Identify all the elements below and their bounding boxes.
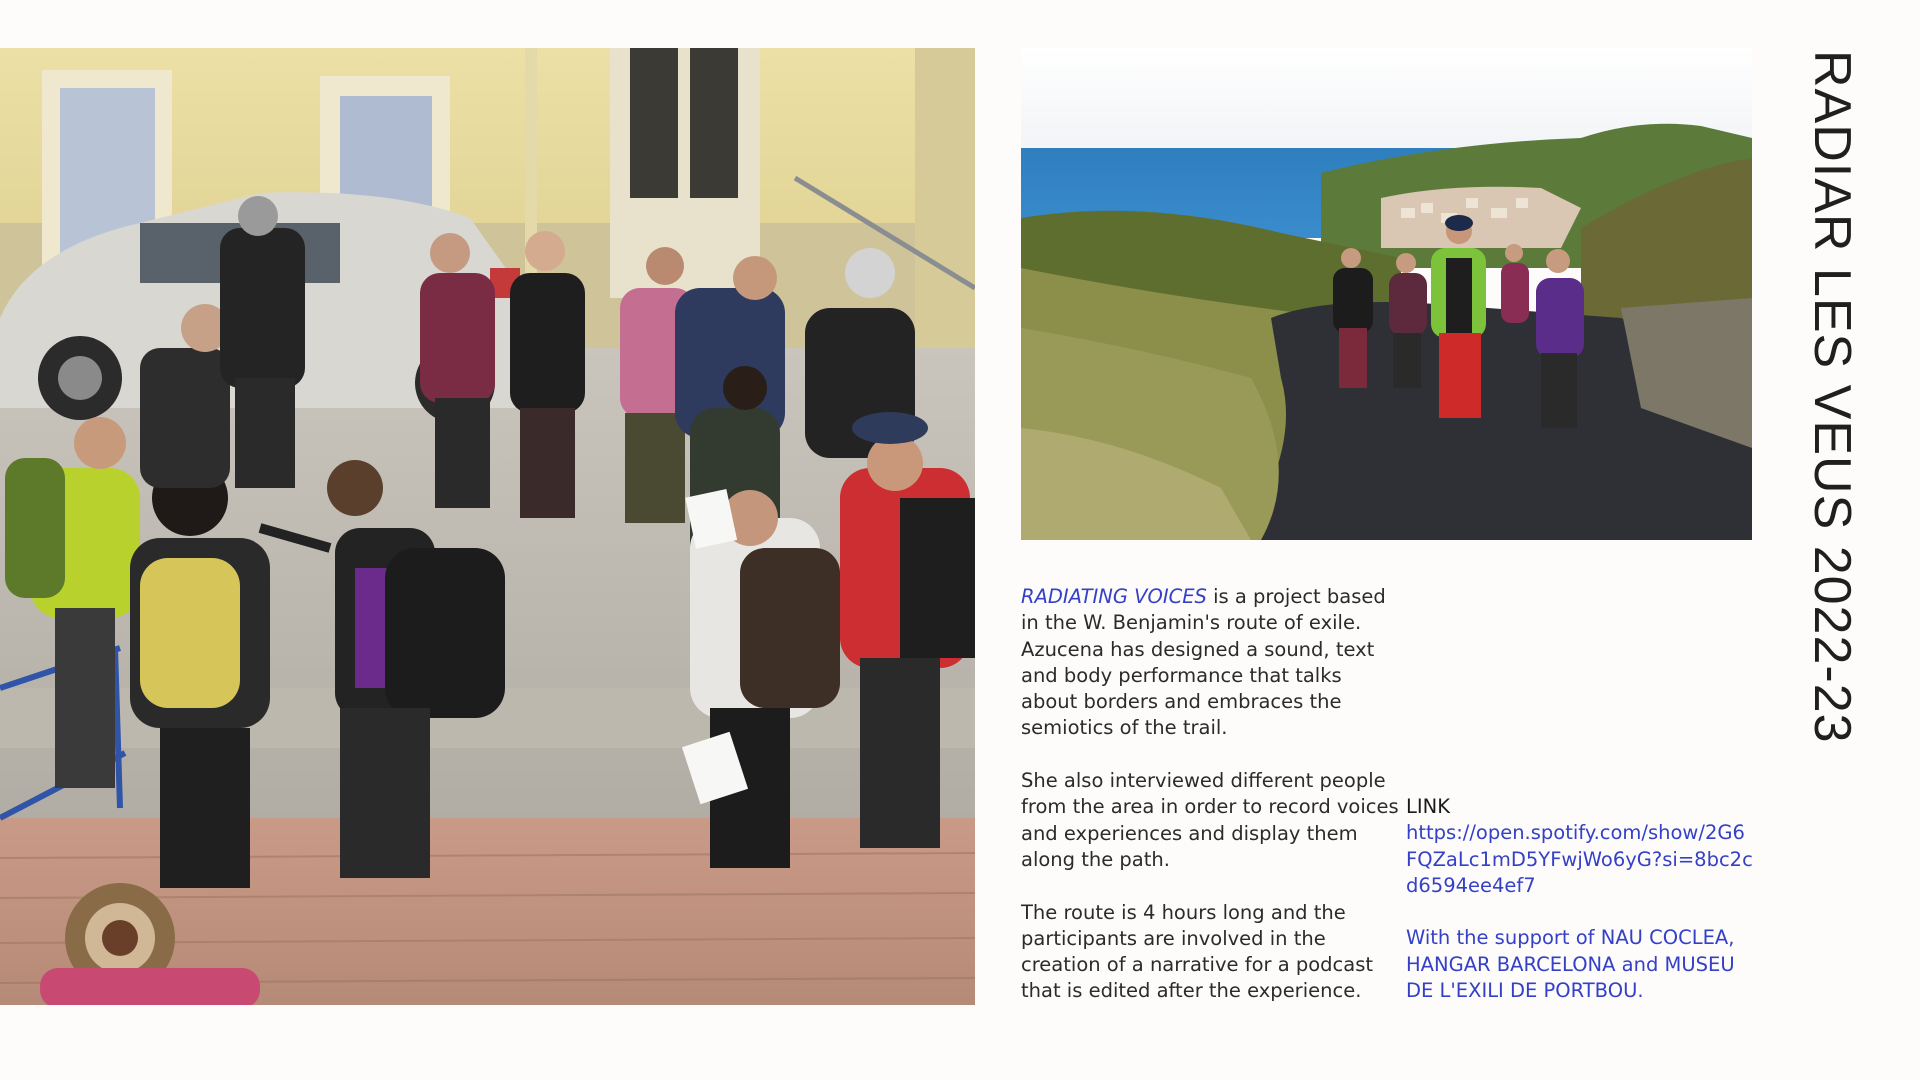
interview-paragraph: She also interviewed different people from the area in order to record voices and experiences and display them along the path. [1021, 769, 1399, 871]
coastal-trail-photo [1021, 48, 1752, 540]
page-title: RADIAR LES VEUS 2022-23 [1803, 50, 1861, 744]
project-description [1021, 584, 1401, 1031]
group-recording-photo [0, 48, 975, 1005]
spotify-link[interactable]: https://open.spotify.com/show/2G6FQZaLc1mD5YFwjWo6yG?si=8bc2cd6594ee4ef7 [1406, 821, 1753, 897]
link-section [1406, 794, 1756, 1004]
intro-text: is a project based in the W. Benjamin's route of exile. Azucena has designed a sound, text and body performance that talks about borders and embraces the semiotics of the trail. [1021, 585, 1386, 740]
link-label: LINK [1406, 795, 1450, 818]
support-credits: With the support of NAU COCLEA, HANGAR BARCELONA and MUSEU DE L'EXILI DE PORTBOU. [1406, 926, 1735, 1003]
project-name: RADIATING VOICES [1021, 585, 1207, 608]
intro-paragraph [1021, 584, 1401, 742]
route-paragraph: The route is 4 hours long and the participants are involved in the creation of a narrative for a podcast that is edited after the experience. [1021, 900, 1374, 1003]
